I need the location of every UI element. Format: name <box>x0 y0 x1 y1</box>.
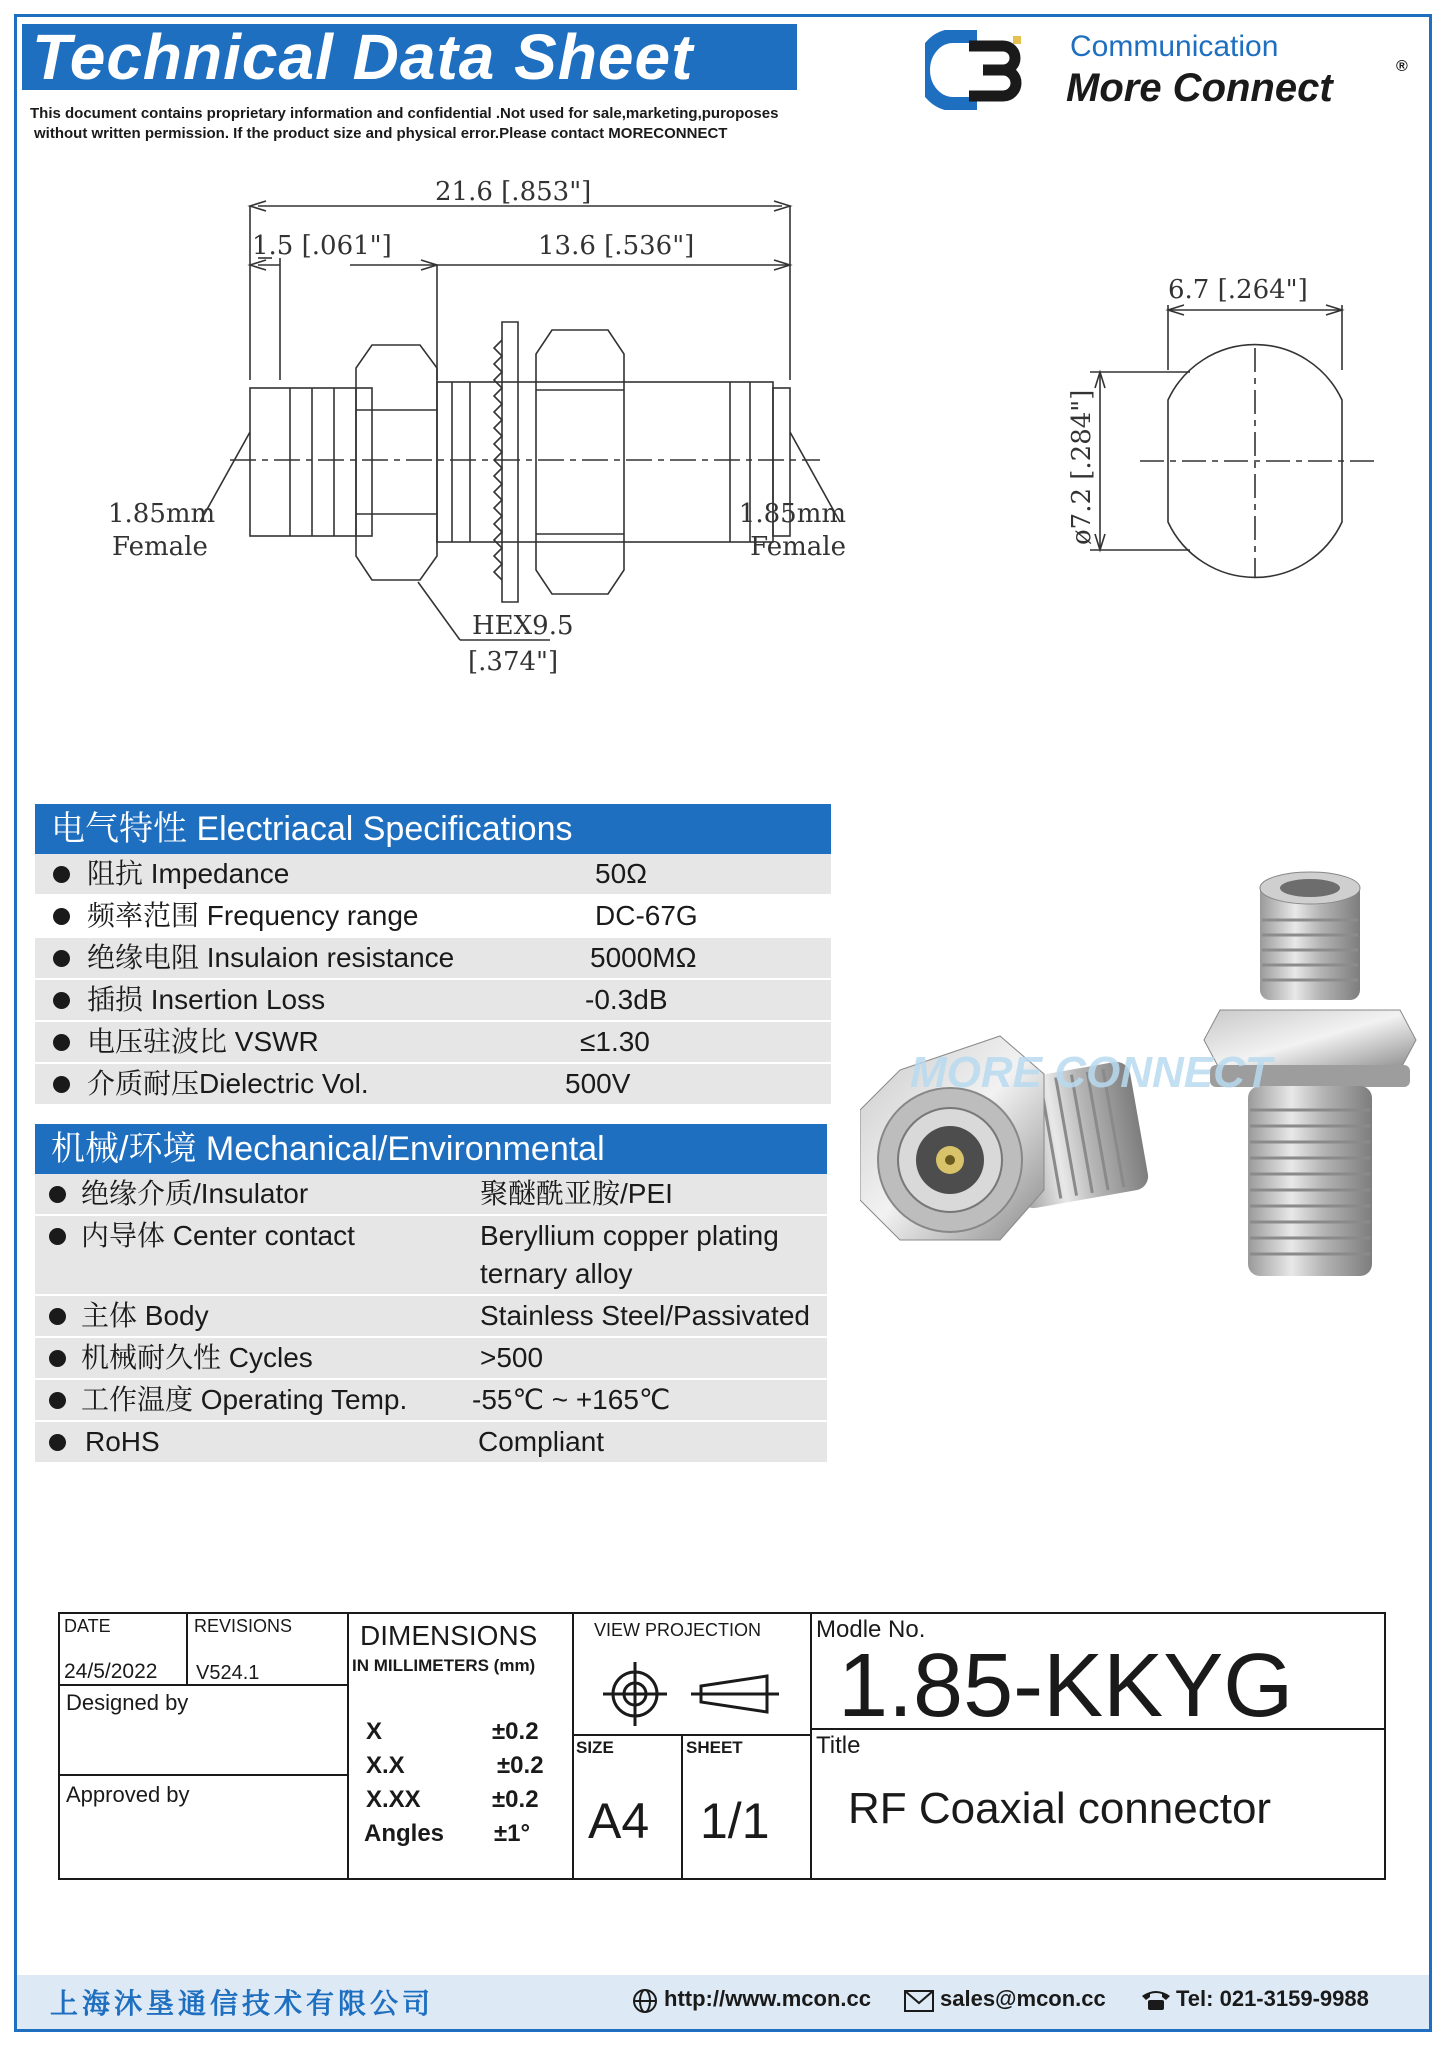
bullet-icon <box>53 1076 70 1093</box>
left-end-gender: Female <box>112 532 208 562</box>
photo-watermark: MORE CONNECT <box>910 1048 1272 1097</box>
dim-side-diameter: ø7.2 [.284"] <box>1067 389 1097 545</box>
spec-value: >500 <box>480 1342 544 1373</box>
spec-value: Beryllium copper plating <box>480 1220 779 1251</box>
bullet-icon <box>49 1308 66 1325</box>
tolerance-key: X <box>366 1718 383 1745</box>
left-end-size: 1.85mm <box>108 499 216 529</box>
spec-label: 内导体 Center contact <box>81 1220 355 1251</box>
spec-label: 绝缘介质/Insulator <box>81 1178 309 1209</box>
spec-label: RoHS <box>85 1426 160 1457</box>
disclaimer-line-2: without written permission. If the product size and physical error.Please contact MORECONNECT <box>34 125 728 142</box>
bullet-icon <box>53 1034 70 1051</box>
spec-value: -0.3dB <box>585 984 668 1015</box>
revisions-label: REVISIONS <box>194 1616 293 1636</box>
spec-label: 介质耐压Dielectric Vol. <box>87 1068 369 1099</box>
phone-icon <box>1140 1988 1172 2012</box>
designed-by-label: Designed by <box>66 1690 189 1715</box>
spec-value: 聚醚酰亚胺/PEI <box>480 1178 673 1209</box>
spec-label: 机械耐久性 Cycles <box>81 1342 313 1373</box>
spec-value: Stainless Steel/Passivated <box>480 1300 810 1331</box>
spec-row <box>35 1380 827 1422</box>
spec-value-continued: ternary alloy <box>480 1258 633 1289</box>
connector-end-drawing <box>1060 260 1380 590</box>
spec-value: Compliant <box>478 1426 605 1457</box>
dim-side-width: 6.7 [.264"] <box>1168 275 1308 305</box>
sheet-value: 1/1 <box>700 1793 770 1849</box>
telephone: Tel: 021-3159-9988 <box>1176 1986 1369 2011</box>
mechanical-specs-table <box>35 1174 827 1464</box>
bullet-icon <box>53 992 70 1009</box>
spec-value: 50Ω <box>595 858 648 889</box>
tolerance-value: ±0.2 <box>497 1752 544 1779</box>
approved-by-label: Approved by <box>66 1782 190 1807</box>
title-label: Title <box>816 1732 861 1759</box>
model-number: 1.85-KKYG <box>838 1636 1294 1736</box>
dimensions-label: DIMENSIONS <box>360 1620 538 1651</box>
spec-row <box>35 896 831 938</box>
spec-label: 工作温度 Operating Temp. <box>81 1384 408 1415</box>
size-label: SIZE <box>576 1738 614 1757</box>
bullet-icon <box>49 1434 66 1451</box>
size-value: A4 <box>588 1793 650 1849</box>
spec-row <box>35 1422 827 1464</box>
spec-row <box>35 938 831 980</box>
spec-label: 阻抗 Impedance <box>87 858 290 889</box>
tolerance-key: X.X <box>366 1752 405 1779</box>
spec-value: 5000MΩ <box>590 942 697 973</box>
email-link[interactable]: sales@mcon.cc <box>940 1986 1106 2011</box>
spec-label: 绝缘电阻 Insulaion resistance <box>87 942 455 973</box>
bullet-icon <box>53 866 70 883</box>
bullet-icon <box>49 1392 66 1409</box>
spec-label: 插损 Insertion Loss <box>87 984 326 1015</box>
bullet-icon <box>49 1350 66 1367</box>
spec-label: 电压驻波比 VSWR <box>87 1026 319 1057</box>
globe-icon <box>632 1988 658 2014</box>
spec-value: 500V <box>565 1068 631 1099</box>
spec-row <box>35 1296 827 1338</box>
tolerance-value: ±1° <box>494 1820 531 1847</box>
spec-label: 主体 Body <box>81 1300 209 1331</box>
website-link[interactable]: http://www.mcon.cc <box>664 1986 871 2011</box>
mechanical-specs-heading: 机械/环境 Mechanical/Environmental <box>35 1124 827 1174</box>
first-angle-projection-icon <box>595 1656 785 1726</box>
revision-value: V524.1 <box>196 1662 260 1684</box>
disclaimer-line-1: This document contains proprietary information and confidential .Not used for sale,marketing,puroposes <box>30 105 779 122</box>
electrical-specs-table <box>35 854 831 1106</box>
tolerance-key: X.XX <box>366 1786 421 1813</box>
bullet-icon <box>53 950 70 967</box>
tolerance-value: ±0.2 <box>492 1786 539 1813</box>
spec-label: 频率范围 Frequency range <box>87 900 419 931</box>
bullet-icon <box>49 1228 66 1245</box>
brand-registered-mark: ® <box>1396 58 1408 75</box>
brand-more-connect: More Connect <box>1066 66 1333 110</box>
spec-row <box>35 1338 827 1380</box>
spec-row <box>35 1022 831 1064</box>
more-connect-logo-icon <box>925 30 1035 110</box>
view-projection-label: VIEW PROJECTION <box>594 1620 762 1640</box>
envelope-icon <box>904 1990 934 2012</box>
electrical-specs-heading: 电气特性 Electriacal Specifications <box>35 804 831 854</box>
tolerance-value: ±0.2 <box>492 1718 539 1745</box>
tolerance-key: Angles <box>364 1820 445 1847</box>
disclaimer <box>30 104 810 144</box>
spec-value: -55℃ ~ +165℃ <box>472 1384 671 1415</box>
bullet-icon <box>53 908 70 925</box>
title-block <box>58 1612 1386 1880</box>
hex-size-label: HEX9.5 <box>472 611 574 641</box>
spec-row <box>35 1174 827 1216</box>
spec-row <box>35 854 831 896</box>
document-title: Technical Data Sheet <box>22 24 797 90</box>
model-label: Modle No. <box>816 1616 926 1643</box>
right-end-size: 1.85mm <box>738 499 846 529</box>
date-value: 24/5/2022 <box>64 1660 158 1683</box>
hex-size-inch: [.374"] <box>468 647 559 677</box>
right-end-gender: Female <box>750 532 846 562</box>
bullet-icon <box>49 1186 66 1203</box>
spec-row <box>35 1064 831 1106</box>
spec-value: DC-67G <box>595 900 698 931</box>
product-title: RF Coaxial connector <box>848 1784 1272 1833</box>
dim-body-length: 13.6 [.536"] <box>538 231 695 261</box>
brand-communication: Communication <box>1070 30 1279 63</box>
units-label: IN MILLIMETERS (mm) <box>352 1656 536 1675</box>
sheet-label: SHEET <box>686 1738 743 1757</box>
spec-value: ≤1.30 <box>580 1026 650 1057</box>
connector-side-drawing <box>90 170 850 690</box>
company-name: 上海沐垦通信技术有限公司 <box>50 1988 435 2019</box>
dim-overall-length: 21.6 [.853"] <box>435 177 592 207</box>
spec-row <box>35 1216 827 1296</box>
spec-row <box>35 980 831 1022</box>
dim-left-length: 1.5 [.061"] <box>252 231 392 261</box>
date-label: DATE <box>64 1616 111 1636</box>
